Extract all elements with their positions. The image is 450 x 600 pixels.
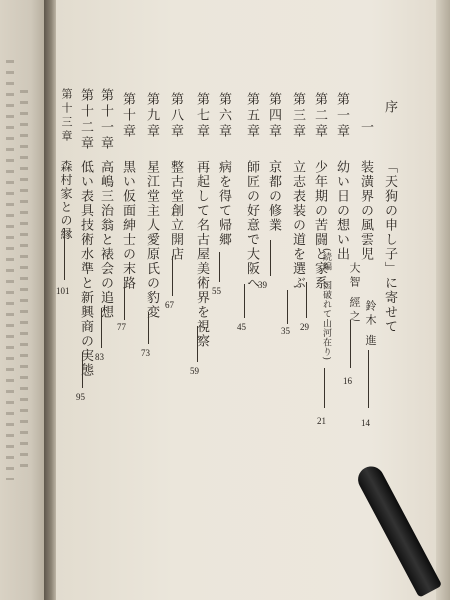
leader-line [244,284,245,318]
page-number: 14 [361,418,370,428]
preface-author: 鈴木 進 [364,300,377,349]
chapter-label: 第十章 [120,92,135,140]
page-number: 45 [237,322,246,332]
page-number: 29 [300,322,309,332]
chapter-note: (続編 国破れて山河在り) [321,248,331,361]
chapter-title: 立志表装の道を選ぶ [290,160,305,291]
page-number: 55 [212,286,221,296]
leader-line [368,350,369,408]
chapter-title: 病を得て帰郷 [216,160,231,247]
preface-title: 「天狗の申し子」に寄せて [382,160,397,334]
leader-line [148,312,149,344]
book-gutter [44,0,56,600]
chapter-title: 師匠の好意で大阪へ [244,160,259,291]
chapter-label: 第七章 [194,92,209,140]
chapter-label: 第六章 [216,92,231,140]
chapter-title: 星江堂主人愛原氏の豹変 [144,160,159,320]
leader-line [101,308,102,348]
leader-line [287,290,288,324]
page-number: 95 [76,392,85,402]
chapter-title: 森村家との縁 [59,160,73,241]
chapter-label: 第五章 [244,92,259,140]
page-number: 83 [95,352,104,362]
leader-line [82,352,83,388]
page-number: 67 [165,300,174,310]
chapter-label: 第十二章 [78,88,93,152]
page-number: 21 [317,416,326,426]
section-label: 一 [358,120,373,136]
leader-line [270,240,271,276]
chapter-label: 第四章 [266,92,281,140]
leader-line [124,288,125,320]
page-number: 77 [117,322,126,332]
leader-line [350,320,351,368]
left-page-bleed [6,60,14,480]
chapter-label: 第八章 [168,92,183,140]
preface-label: 序 [382,100,397,116]
leader-line [197,326,198,362]
left-page [0,0,44,600]
chapter-title: 高嶋三治翁と裱会の追想 [98,160,113,320]
page-number: 101 [56,286,70,296]
chapter-title: 黒い仮面紳士の末路 [120,160,135,291]
section-author: 大智 經之 [348,262,361,325]
leader-line [324,368,325,408]
page-edge [436,0,450,600]
chapter-label: 第十三章 [60,88,73,144]
chapter-title: 整古堂創立開店 [168,160,183,262]
page-number: 16 [343,376,352,386]
chapter-title: 幼い日の想い出 [334,160,349,262]
chapter-label: 第一章 [334,92,349,140]
chapter-label: 第十一章 [98,88,113,152]
page-number: 39 [258,280,267,290]
left-page-bleed [20,90,28,470]
page-number: 59 [190,366,199,376]
leader-line [172,256,173,296]
chapter-label: 第九章 [144,92,159,140]
chapter-title: 低い表具技術水準と新興商の実態 [78,160,93,378]
chapter-title: 京都の修業 [266,160,281,233]
chapter-label: 第三章 [290,92,305,140]
chapter-label: 第二章 [312,92,327,140]
leader-line [219,252,220,282]
chapter-title: 少年期の苦闘と家系 [312,160,327,291]
page-number: 73 [141,348,150,358]
chapter-title: 再起して名古屋美術界を視察 [194,160,209,349]
leader-line [64,228,65,280]
section-title: 装潢界の風雲児 [358,160,373,262]
page-number: 35 [281,326,290,336]
